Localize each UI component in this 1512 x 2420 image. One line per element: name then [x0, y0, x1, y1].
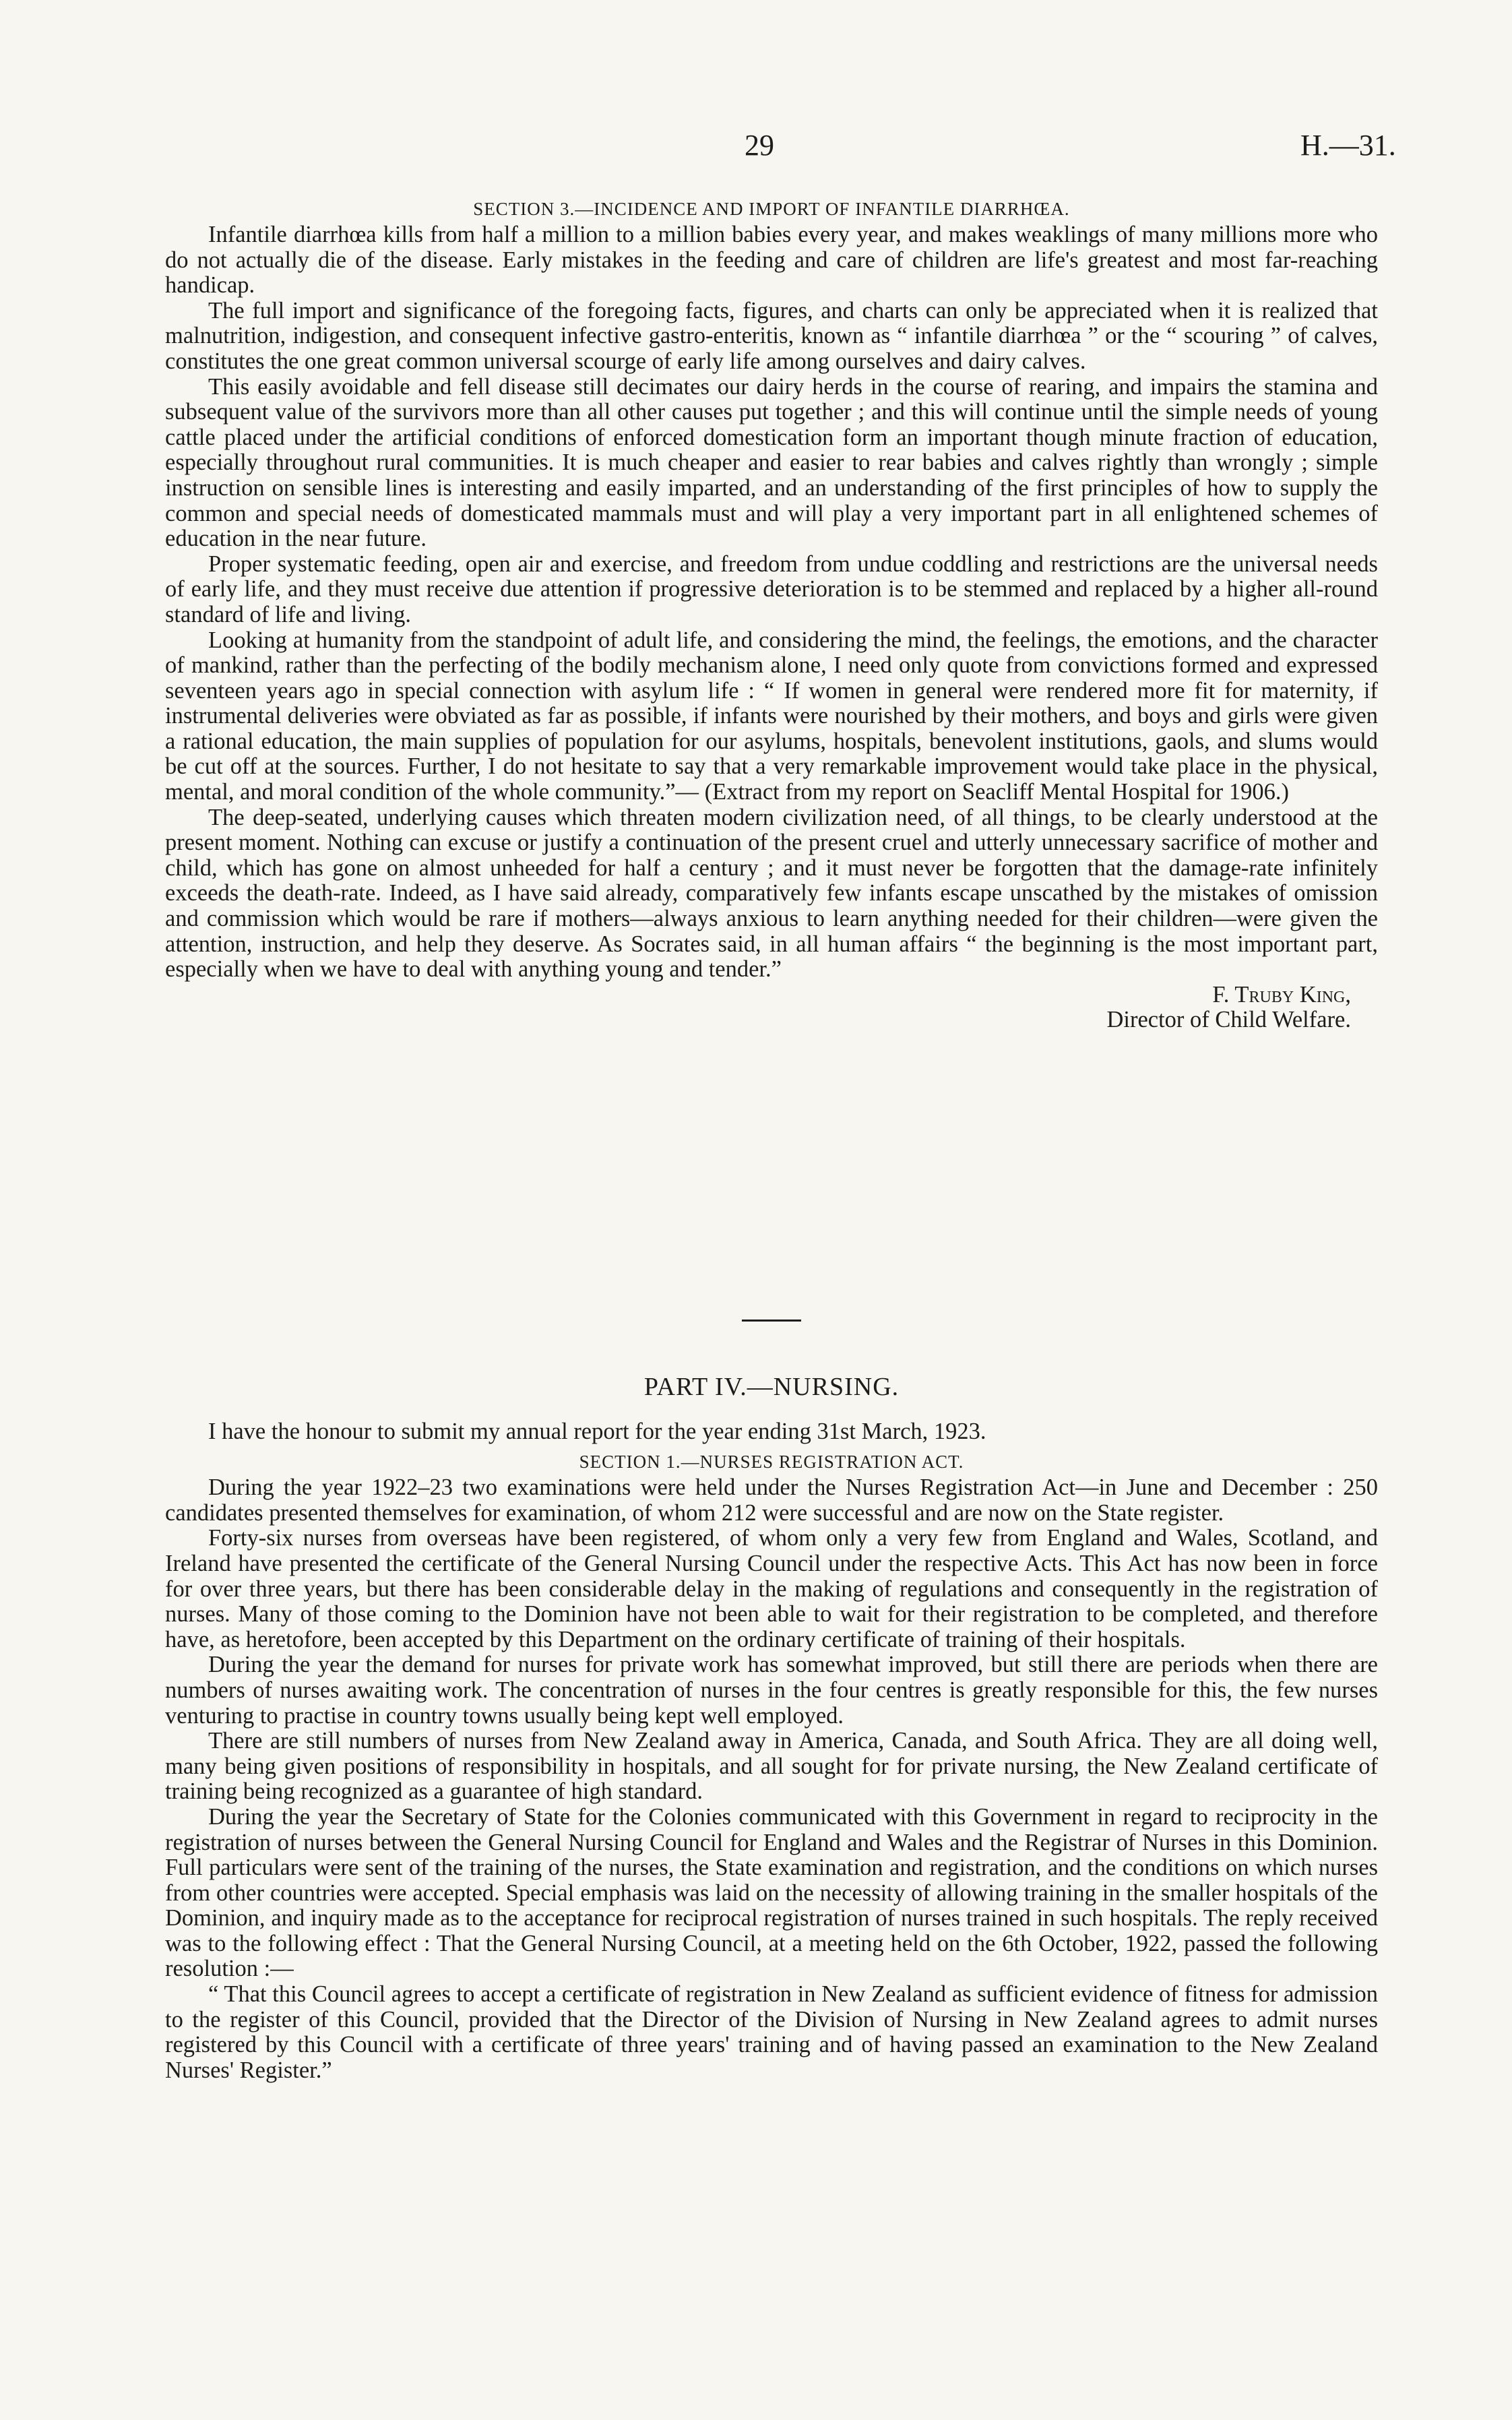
signature-title: Director of Child Welfare. — [1106, 1007, 1351, 1033]
section-3-heading: SECTION 3.—INCIDENCE AND IMPORT OF INFANTILE DIARRHŒA. — [473, 199, 1070, 219]
part-4-title: PART IV.—NURSING. — [643, 1373, 900, 1401]
paragraph: “ That this Council agrees to accept a certificate of registration in New Zealand as sufficient evidence of fitness for admission to the register of this Council, provided that the Director of the Division of Nursing in New Zealand agrees to admit nurses registered by this Council with a certificate of three years' training and of having passed an examination to the New Zealand Nurses' Register.” — [165, 1981, 1378, 2083]
paragraph: Forty-six nurses from overseas have been registered, of whom only a very few from England and Wales, Scotland, and Ireland have presented the certificate of the General Nursing Council under the respective Acts. This Act has now been in force for over three years, but there has been considerable delay in the making of regulations and consequently in the registration of nurses. Many of those coming to the Dominion have not been able to wait for their registration to be completed, and therefore have, as heretofore, been accepted by this Department on the ordinary certificate of training of their hospitals. — [165, 1525, 1378, 1652]
document-reference: H.—31. — [1300, 129, 1396, 162]
signature-block — [165, 983, 1378, 1033]
part-4-intro: I have the honour to submit my annual report for the year ending 31st March, 1923. — [208, 1418, 986, 1444]
paragraph: During the year the demand for nurses for private work has somewhat improved, but still there are periods when there are numbers of nurses awaiting work. The concentration of nurses in the four centres is greatly responsible for this, the few nurses venturing to practise in country towns usually being kept well employed. — [165, 1652, 1378, 1729]
page-header — [0, 128, 1512, 175]
divider-wrap — [165, 1320, 1378, 1322]
section-3 — [165, 195, 1378, 1033]
paragraph: During the year 1922–23 two examinations were held under the Nurses Registration Act—in June and December : 250 candidates presented themselves for examination, of whom 212 were successful and are now on the State register. — [165, 1475, 1378, 1526]
paragraph: There are still numbers of nurses from New Zealand away in America, Canada, and South Africa. They are all doing well, many being given positions of responsibility in hospitals, and all sought for for private nursing, the New Zealand certificate of training being recognized as a guarantee of high standard. — [165, 1728, 1378, 1805]
part-4 — [165, 1375, 1378, 2083]
page-number: 29 — [745, 129, 774, 162]
paragraph: Looking at humanity from the standpoint of adult life, and considering the mind, the feelings, the emotions, and the character of mankind, rather than the perfecting of the bodily mechanism alone, I need only quote from convictions formed and expressed seventeen years ago in special connection with asylum life : “ If women in general were rendered more fit for maternity, if instrumental deliveries were obviated as far as possible, if infants were nourished by their mothers, and boys and girls were given a rational education, the main supplies of population for our asylums, hospitals, benevolent institutions, gaols, and slums would be cut off at the sources. Further, I do not hesitate to say that a very remarkable improvement would take place in the physical, mental, and moral condition of the whole community.”— (Extract from my report on Seacliff Mental Hospital for 1906.) — [165, 627, 1378, 805]
section-divider — [742, 1320, 801, 1322]
paragraph: This easily avoidable and fell disease still decimates our dairy herds in the course of rearing, and impairs the stamina and subsequent value of the survivors more than all other causes put together ; and this will continue until the simple needs of young cattle placed under the artificial conditions of enforced domestication form an important though minute fraction of education, especially throughout rural communities. It is much cheaper and easier to rear babies and calves rightly than wrongly ; simple instruction on sensible lines is interesting and easily imparted, and an understanding of the first principles of how to supply the common and special needs of domesticated mammals must and will play a very important part in all enlightened schemes of education in the near future. — [165, 373, 1378, 552]
section-1-heading: SECTION 1.—NURSES REGISTRATION ACT. — [579, 1452, 964, 1472]
signature-name: F. Truby King, — [1212, 981, 1351, 1007]
paragraph: Infantile diarrhœa kills from half a million to a million babies every year, and makes weaklings of many millions more who do not actually die of the disease. Early mistakes in the feeding and care of children are life's greatest and most far-reaching handicap. — [165, 222, 1378, 299]
paragraph: The deep-seated, underlying causes which threaten modern civilization need, of all things, to be clearly understood at the present moment. Nothing can excuse or justify a continuation of the present cruel and utterly unnecessary sacrifice of mother and child, which has gone on almost unheeded for half a century ; and it must never be forgotten that the damage-rate infinitely exceeds the death-rate. Indeed, as I have said already, comparatively few infants escape unscathed by the mistakes of omission and commission which would be rare if mothers—always anxious to learn anything needed for their children—were given the attention, instruction, and help they deserve. As Socrates said, in all human affairs “ the beginning is the most important part, especially when we have to deal with anything young and tender.” — [165, 804, 1378, 983]
paragraph: Proper systematic feeding, open air and exercise, and freedom from undue coddling and restrictions are the universal needs of early life, and they must receive due attention if progressive deterioration is to be stemmed and replaced by a higher all-round standard of life and living. — [165, 551, 1378, 627]
paragraph: During the year the Secretary of State for the Colonies communicated with this Government in regard to reciprocity in the registration of nurses between the General Nursing Council for England and Wales and the Registrar of Nurses in this Dominion. Full particulars were sent of the training of the nurses, the State examination and registration, and the conditions on which nurses from other countries were accepted. Special emphasis was laid on the necessity of allowing training in the smaller hospitals of the Dominion, and inquiry made as to the acceptance for reciprocal registration of nurses trained in such hospitals. The reply received was to the following effect : That the General Nursing Council, at a meeting held on the 6th October, 1922, passed the following resolution :— — [165, 1803, 1378, 1982]
paragraph: The full import and significance of the foregoing facts, figures, and charts can only be appreciated when it is realized that malnutrition, indigestion, and consequent infective gastro-enteritis, known as “ infantile diarrhœa ” or the “ scouring ” of calves, constitutes the one great common universal scourge of early life among ourselves and dairy calves. — [165, 297, 1378, 374]
